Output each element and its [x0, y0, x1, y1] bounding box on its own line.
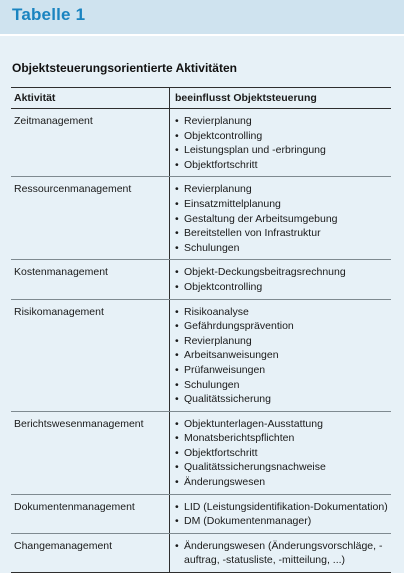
column-header-activity: Aktivität	[11, 88, 170, 109]
list-item-text: Änderungswesen (Änderungsvorschläge, -auftrag, -statusliste, -mitteilung, ...)	[184, 539, 383, 567]
list-item	[175, 305, 391, 320]
table-row	[11, 533, 391, 572]
bullet-icon: •	[175, 349, 179, 362]
list-item	[175, 348, 391, 363]
bullet-icon: •	[175, 227, 179, 240]
list-item	[175, 197, 391, 212]
bullet-icon: •	[175, 363, 179, 376]
table-row	[11, 494, 391, 533]
list-item-text: Objektfortschritt	[184, 158, 258, 171]
list-item-text: Änderungswesen	[184, 476, 266, 489]
influences-cell	[170, 299, 392, 411]
list-item-text: Leistungsplan und -erbringung	[184, 144, 326, 157]
bullet-icon: •	[175, 280, 179, 293]
list-item	[175, 446, 391, 461]
header-band	[0, 0, 404, 34]
list-item-text: Objekt-Deckungsbeitragsrechnung	[184, 266, 346, 279]
list-item-text: DM (Dokumentenmanager)	[184, 515, 312, 528]
list-item-text: Objektcontrolling	[184, 129, 263, 142]
list-item	[175, 475, 391, 490]
bullet-icon: •	[175, 539, 179, 552]
list-item-text: Qualitätssicherungsnachweise	[184, 461, 326, 474]
list-item	[175, 363, 391, 378]
bullet-icon: •	[175, 266, 179, 279]
bullet-icon: •	[175, 334, 179, 347]
list-item-text: Arbeitsanweisungen	[184, 349, 279, 362]
list-item	[175, 114, 391, 129]
list-item	[175, 226, 391, 241]
list-item	[175, 129, 391, 144]
influences-cell	[170, 411, 392, 494]
activity-cell: Ressourcenmanagement	[11, 177, 170, 260]
bullet-icon: •	[175, 461, 179, 474]
bullet-icon: •	[175, 515, 179, 528]
list-item	[175, 500, 391, 515]
list-item-text: Schulungen	[184, 241, 240, 254]
table-body	[11, 109, 391, 573]
bullet-icon: •	[175, 212, 179, 225]
activity-cell: Kostenmanagement	[11, 260, 170, 299]
bullet-icon: •	[175, 129, 179, 142]
bullet-icon: •	[175, 476, 179, 489]
list-item	[175, 334, 391, 349]
bullet-icon: •	[175, 183, 179, 196]
list-item	[175, 158, 391, 173]
influences-list	[175, 114, 391, 172]
list-item	[175, 378, 391, 393]
list-item-text: Risikoanalyse	[184, 305, 249, 318]
table-row	[11, 411, 391, 494]
list-item	[175, 431, 391, 446]
list-item-text: Revierplanung	[184, 183, 252, 196]
influences-list	[175, 539, 391, 568]
bullet-icon: •	[175, 320, 179, 333]
list-item	[175, 265, 391, 280]
influences-cell	[170, 260, 392, 299]
list-item-text: Objektunterlagen-Ausstattung	[184, 417, 323, 430]
list-item-text: Objektfortschritt	[184, 446, 258, 459]
list-item-text: Prüfanweisungen	[184, 363, 266, 376]
list-item	[175, 241, 391, 256]
activity-cell: Risikomanagement	[11, 299, 170, 411]
list-item-text: Objektcontrolling	[184, 280, 263, 293]
bullet-icon: •	[175, 144, 179, 157]
list-item	[175, 212, 391, 227]
activity-cell: Zeitmanagement	[11, 109, 170, 177]
list-item-text: Einsatzmittelplanung	[184, 197, 281, 210]
list-item-text: Bereitstellen von Infrastruktur	[184, 227, 321, 240]
list-item	[175, 280, 391, 295]
influences-list	[175, 182, 391, 255]
activity-cell: Berichtswesenmanagement	[11, 411, 170, 494]
table-row	[11, 109, 391, 177]
list-item	[175, 392, 391, 407]
list-item	[175, 417, 391, 432]
list-item-text: Revierplanung	[184, 115, 252, 127]
influences-list	[175, 265, 391, 294]
list-item-text: LID (Leistungsidentifikation-Dokumentation)	[184, 500, 388, 513]
list-item	[175, 514, 391, 529]
list-item	[175, 182, 391, 197]
list-item	[175, 539, 391, 568]
bullet-icon: •	[175, 158, 179, 171]
bullet-icon: •	[175, 446, 179, 459]
activities-table	[11, 87, 391, 573]
bullet-icon: •	[175, 241, 179, 254]
table-header-row	[11, 88, 391, 109]
bullet-icon: •	[175, 378, 179, 391]
list-item	[175, 460, 391, 475]
influences-cell	[170, 177, 392, 260]
influences-cell	[170, 494, 392, 533]
list-item-text: Gestaltung der Arbeitsumgebung	[184, 212, 338, 225]
table-row	[11, 260, 391, 299]
activity-cell: Changemanagement	[11, 533, 170, 572]
section-title: Objektsteuerungsorientierte Aktivitäten	[12, 61, 237, 75]
list-item-text: Monatsberichtspflichten	[184, 432, 295, 445]
bullet-icon: •	[175, 432, 179, 445]
bullet-icon: •	[175, 500, 179, 513]
list-item	[175, 319, 391, 334]
influences-cell	[170, 533, 392, 572]
influences-cell	[170, 109, 392, 177]
bullet-icon: •	[175, 305, 179, 318]
activity-cell: Dokumentenmanagement	[11, 494, 170, 533]
list-item-text: Gefährdungsprävention	[184, 320, 294, 333]
column-header-influences: beeinflusst Objektsteuerung	[170, 88, 392, 109]
list-item-text: Revierplanung	[184, 334, 252, 347]
list-item	[175, 143, 391, 158]
influences-list	[175, 500, 391, 529]
bullet-icon: •	[175, 197, 179, 210]
list-item-text: Qualitätssicherung	[184, 393, 271, 406]
table-row	[11, 177, 391, 260]
bullet-icon: •	[175, 115, 179, 127]
influences-list	[175, 305, 391, 407]
table-row	[11, 299, 391, 411]
influences-list	[175, 417, 391, 490]
bullet-icon: •	[175, 417, 179, 430]
list-item-text: Schulungen	[184, 378, 240, 391]
bullet-icon: •	[175, 393, 179, 406]
table-number-title: Tabelle 1	[12, 5, 86, 24]
header-divider	[0, 34, 404, 36]
